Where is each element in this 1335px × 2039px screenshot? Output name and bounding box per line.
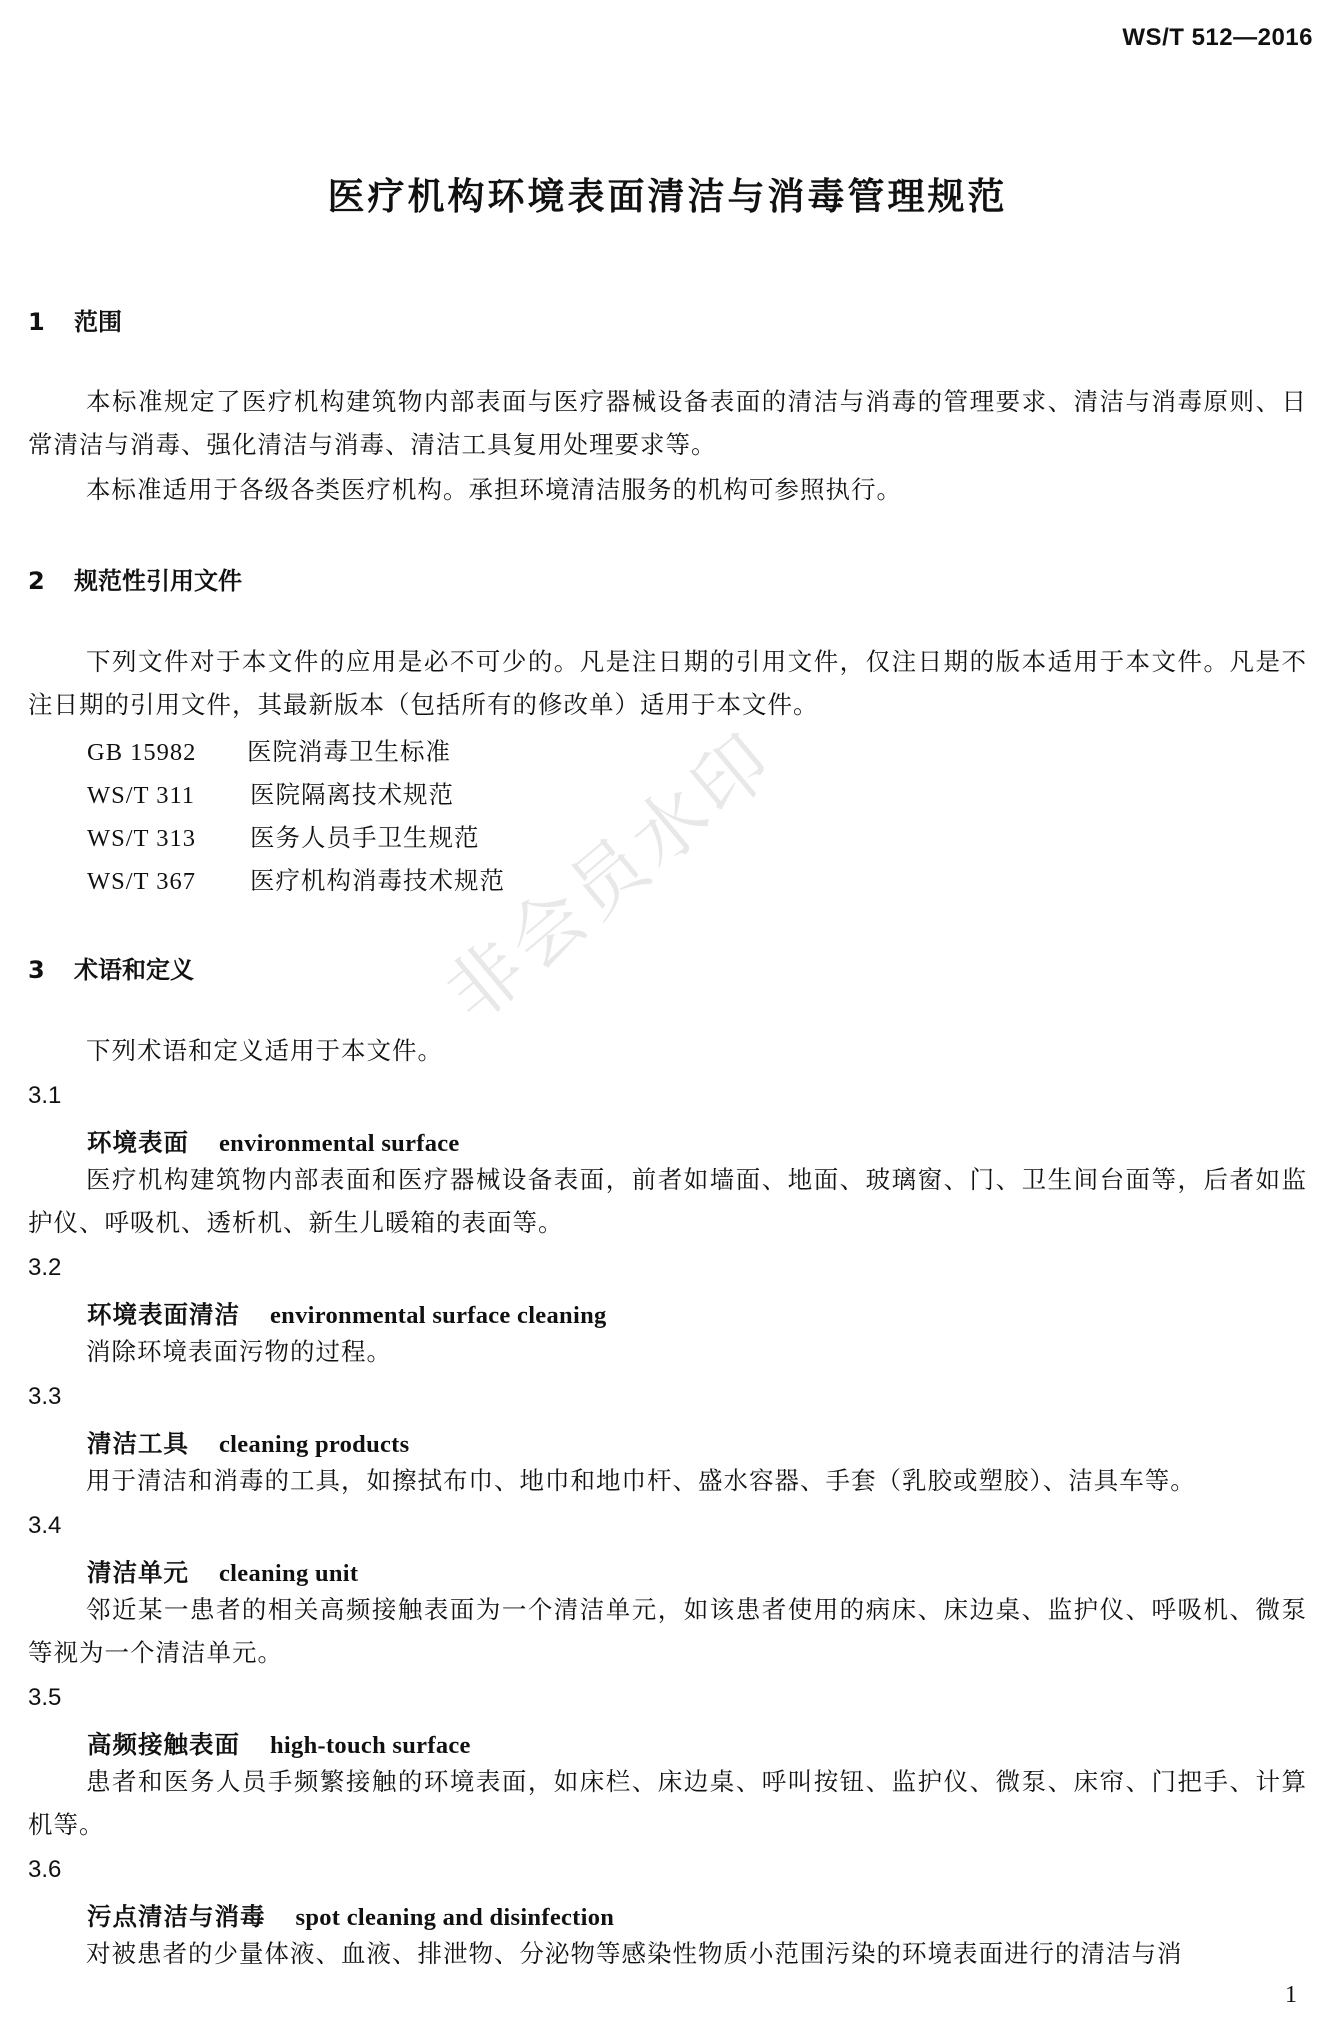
reference-name: 医院消毒卫生标准 [247,737,451,766]
clause-number: 3.5 [28,1684,62,1711]
term-definition: 消除环境表面污物的过程。 [86,1337,392,1366]
term-en: cleaning products [219,1431,410,1458]
section-heading-2 [28,561,242,596]
term-definition: 用于清洁和消毒的工具，如擦拭布巾、地巾和地巾杆、盛水容器、手套（乳胶或塑胶）、洁具车等。 [86,1466,1196,1495]
section-title: 范围 [74,308,122,336]
term-en: spot cleaning and disinfection [295,1904,615,1931]
paragraph: 本标准规定了医疗机构建筑物内部表面与医疗器械设备表面的清洁与消毒的管理要求、清洁与消毒原则、日常清洁与消毒、强化清洁与消毒、清洁工具复用处理要求等。 [28,387,1307,459]
reference-item [87,862,505,897]
paragraph: 本标准适用于各级各类医疗机构。承担环境清洁服务的机构可参照执行。 [86,475,902,504]
page-title: 医疗机构环境表面清洁与消毒管理规范 [327,175,1008,218]
term-definition: 对被患者的少量体液、血液、排泄物、分泌物等感染性物质小范围污染的环境表面进行的清洁与消 [86,1939,1183,1968]
term-heading [87,1124,460,1159]
section-heading-3 [28,950,194,985]
reference-code: GB 15982 [87,739,197,766]
clause-number: 3.4 [28,1512,62,1539]
reference-name: 医院隔离技术规范 [250,780,454,809]
section-heading-1 [28,302,122,337]
paragraph: 下列术语和定义适用于本文件。 [86,1036,443,1065]
term-zh: 高频接触表面 [87,1730,240,1759]
term-heading [87,1726,471,1761]
clause-number: 3.6 [28,1856,62,1883]
reference-code: WS/T 311 [87,782,196,809]
term-heading [87,1425,409,1460]
reference-item [87,733,451,768]
section-number: 2 [28,567,45,595]
section-title: 术语和定义 [74,956,194,984]
term-zh: 清洁工具 [87,1429,189,1458]
clause-number: 3.2 [28,1254,62,1281]
watermark: 非会员水印 [430,715,792,1039]
section-title: 规范性引用文件 [74,567,242,595]
term-zh: 环境表面 [87,1128,189,1157]
reference-item [87,776,454,811]
term-en: environmental surface cleaning [270,1302,607,1329]
page-number: 1 [1285,1982,1297,2008]
clause-number: 3.3 [28,1383,62,1410]
term-definition: 邻近某一患者的相关高频接触表面为一个清洁单元，如该患者使用的病床、床边桌、监护仪、呼吸机、微泵等视为一个清洁单元。 [28,1595,1307,1667]
term-zh: 清洁单元 [87,1558,189,1587]
term-en: high-touch surface [270,1732,471,1759]
reference-code: WS/T 367 [87,868,196,895]
reference-code: WS/T 313 [87,825,196,852]
term-definition: 患者和医务人员手频繁接触的环境表面，如床栏、床边桌、呼叫按钮、监护仪、微泵、床帘、门把手、计算机等。 [28,1767,1307,1839]
term-en: environmental surface [219,1130,460,1157]
paragraph: 下列文件对于本文件的应用是必不可少的。凡是注日期的引用文件，仅注日期的版本适用于本文件。凡是不注日期的引用文件，其最新版本（包括所有的修改单）适用于本文件。 [28,647,1307,719]
term-heading [87,1296,607,1331]
term-zh: 污点清洁与消毒 [87,1902,266,1931]
reference-name: 医疗机构消毒技术规范 [250,866,505,895]
term-heading [87,1898,614,1933]
section-number: 3 [28,956,45,984]
reference-item [87,819,480,854]
reference-name: 医务人员手卫生规范 [250,823,480,852]
term-definition: 医疗机构建筑物内部表面和医疗器械设备表面，前者如墙面、地面、玻璃窗、门、卫生间台面等，后者如监护仪、呼吸机、透析机、新生儿暖箱的表面等。 [28,1165,1307,1237]
document-code: WS/T 512—2016 [1122,24,1313,51]
term-zh: 环境表面清洁 [87,1300,240,1329]
term-heading [87,1554,358,1589]
term-en: cleaning unit [219,1560,359,1587]
clause-number: 3.1 [28,1082,62,1109]
section-number: 1 [28,308,45,336]
